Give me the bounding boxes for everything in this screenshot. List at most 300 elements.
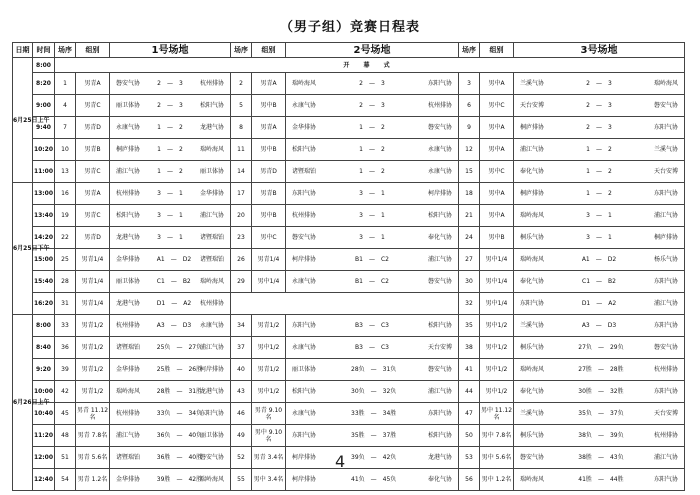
score-group [575, 454, 622, 461]
match-group: 男青C [76, 161, 110, 183]
score-dash: — [171, 300, 178, 307]
match-line [110, 278, 230, 285]
match-line [286, 80, 458, 87]
team-b: 东阳气协 [428, 80, 453, 87]
team-b: 永康气协 [199, 322, 224, 329]
score-left: 1 [359, 124, 363, 131]
match-line [514, 168, 684, 175]
schedule-row [13, 359, 685, 381]
match-group: 男青 1.2名 [76, 469, 110, 491]
time-cell: 15:40 [33, 271, 55, 293]
match-group: 男中1/2 [480, 337, 514, 359]
opening-row [13, 58, 685, 73]
match-group: 男中1/4 [252, 271, 286, 293]
time-cell: 9:20 [33, 359, 55, 381]
score-left: 1 [157, 168, 161, 175]
match-cell [110, 205, 231, 227]
match-cell [286, 139, 459, 161]
team-a: 桐乐气协 [520, 344, 545, 351]
match-cell [286, 315, 459, 337]
schedule-row [13, 117, 685, 139]
team-a: 柯岸排协 [292, 454, 317, 461]
score-right: A2 [183, 300, 192, 307]
match-cell [514, 73, 685, 95]
score-dash: — [597, 344, 604, 351]
team-b: 瑞岭海风 [199, 146, 224, 153]
time-cell: 9:40 [33, 117, 55, 139]
score-group [350, 344, 394, 351]
match-line [286, 432, 458, 439]
team-a: 金华排协 [116, 256, 141, 263]
header-venue-2: 2号场地 [286, 43, 459, 58]
schedule-row [13, 249, 685, 271]
match-seq: 52 [231, 447, 252, 469]
match-group: 男青A [76, 73, 110, 95]
team-a: 杭州排协 [116, 410, 141, 417]
match-group: 男青1/2 [76, 381, 110, 403]
team-b: 杭州排协 [199, 80, 224, 87]
time-cell: 14:20 [33, 227, 55, 249]
score-left: 1 [586, 190, 590, 197]
match-seq: 43 [231, 381, 252, 403]
score-dash: — [595, 256, 602, 263]
score-group [577, 190, 620, 197]
team-b: 磐安气协 [428, 124, 453, 131]
score-right: 1 [381, 234, 385, 241]
match-seq: 8 [231, 117, 252, 139]
time-cell: 13:00 [33, 183, 55, 205]
match-seq: 37 [231, 337, 252, 359]
score-left: 3 [586, 212, 590, 219]
team-b: 诸暨瑞铂 [199, 256, 224, 263]
score-right: D3 [182, 322, 192, 329]
match-group: 男中A [480, 73, 514, 95]
team-b: 浦江气协 [428, 256, 453, 263]
score-dash: — [597, 366, 604, 373]
schedule-row [13, 447, 685, 469]
match-group: 男中 11.12名 [480, 403, 514, 425]
score-group [350, 80, 394, 87]
score-group [577, 256, 620, 263]
team-a: 杭州排协 [116, 190, 141, 197]
match-group: 男中 5.6名 [480, 447, 514, 469]
schedule-body [13, 58, 685, 491]
team-a: 桐庐排协 [520, 190, 545, 197]
match-seq: 55 [231, 469, 252, 491]
score-group [348, 454, 396, 461]
score-group [154, 212, 186, 219]
score-right: 29负 [609, 344, 624, 351]
score-left: A1 [581, 256, 590, 263]
match-cell [514, 469, 685, 491]
match-group: 男中 7.8名 [480, 425, 514, 447]
score-left: 2 [157, 102, 161, 109]
match-cell [286, 117, 459, 139]
time-cell: 16:20 [33, 293, 55, 315]
score-group [577, 102, 620, 109]
match-line [514, 278, 684, 285]
team-b: 永康气协 [428, 146, 453, 153]
team-a: 瑞岭海风 [520, 476, 545, 483]
score-dash: — [596, 278, 603, 285]
score-dash: — [167, 124, 173, 131]
score-right: 3 [179, 102, 183, 109]
score-group [154, 476, 203, 483]
score-dash: — [596, 190, 602, 197]
score-left: 25负 [156, 344, 171, 351]
score-left: 2 [157, 80, 161, 87]
score-group [348, 366, 396, 373]
match-cell [286, 337, 459, 359]
schedule-row [13, 337, 685, 359]
score-group [575, 476, 622, 483]
score-left: 3 [157, 234, 161, 241]
score-dash: — [176, 388, 183, 395]
match-seq: 50 [459, 425, 480, 447]
score-left: C1 [582, 278, 591, 285]
match-cell [514, 183, 685, 205]
match-cell [286, 425, 459, 447]
time-cell: 11:20 [33, 425, 55, 447]
match-cell [514, 337, 685, 359]
schedule-row [13, 381, 685, 403]
score-left: 39负 [351, 454, 365, 461]
score-right: 3 [608, 124, 612, 131]
match-line [286, 388, 458, 395]
score-left: 36胜 [156, 454, 171, 461]
team-b: 东阳气协 [653, 476, 678, 483]
score-group [577, 322, 620, 329]
match-line [110, 234, 230, 241]
team-b: 杨乐气协 [653, 256, 678, 263]
match-seq: 34 [231, 315, 252, 337]
score-right: D2 [182, 256, 192, 263]
match-line [110, 256, 230, 263]
schedule-row [13, 161, 685, 183]
team-a: 诸暨瑞铂 [116, 344, 141, 351]
match-seq: 29 [231, 271, 252, 293]
match-cell [514, 271, 685, 293]
match-cell [110, 249, 231, 271]
score-dash: — [369, 124, 375, 131]
match-line [286, 476, 458, 483]
score-right: C3 [380, 344, 389, 351]
team-b: 磐安气协 [428, 278, 453, 285]
match-line [514, 124, 684, 131]
score-group [154, 300, 192, 307]
score-dash: — [368, 256, 375, 263]
match-cell [110, 381, 231, 403]
match-seq: 5 [231, 95, 252, 117]
score-group [348, 388, 396, 395]
match-line [286, 212, 458, 219]
score-group [154, 388, 203, 395]
team-b: 东阳气协 [653, 124, 678, 131]
score-left: 3 [157, 212, 161, 219]
score-left: 3 [359, 212, 363, 219]
match-cell [110, 95, 231, 117]
score-right: 43负 [609, 454, 624, 461]
score-right: 3 [608, 80, 612, 87]
score-group [575, 410, 622, 417]
match-line [110, 168, 230, 175]
team-b: 东阳气协 [653, 278, 678, 285]
match-cell [110, 117, 231, 139]
score-dash: — [597, 410, 604, 417]
team-a: 浦江气协 [520, 146, 545, 153]
match-seq: 24 [459, 227, 480, 249]
score-left: 38胜 [578, 454, 592, 461]
match-group: 男青A [76, 183, 110, 205]
match-group: 男中 1.2名 [480, 469, 514, 491]
score-group [348, 432, 396, 439]
time-cell: 12:40 [33, 469, 55, 491]
match-cell [286, 183, 459, 205]
team-b: 丽卫体协 [199, 168, 224, 175]
match-line [286, 410, 458, 417]
score-dash: — [167, 234, 173, 241]
schedule-row [13, 315, 685, 337]
team-a: 桐庐排协 [116, 146, 141, 153]
score-group [154, 146, 186, 153]
team-a: 磐安气协 [520, 454, 545, 461]
match-cell [286, 447, 459, 469]
score-right: 31负 [382, 366, 397, 373]
team-b: 松阳气协 [199, 102, 224, 109]
score-dash: — [370, 454, 377, 461]
score-group [350, 256, 394, 263]
schedule-row [13, 469, 685, 491]
score-left: D1 [156, 300, 166, 307]
header-seq: 场序 [55, 43, 76, 58]
score-dash: — [369, 212, 375, 219]
score-left: 3 [359, 234, 363, 241]
score-left: 30负 [351, 388, 365, 395]
score-right: 44胜 [609, 476, 624, 483]
score-dash: — [176, 344, 183, 351]
match-group: 男中1/4 [480, 293, 514, 315]
team-b: 瑞岭海风 [653, 80, 678, 87]
match-seq: 56 [459, 469, 480, 491]
match-group: 男青D [76, 117, 110, 139]
match-line [110, 366, 230, 373]
time-cell: 10:20 [33, 139, 55, 161]
team-a: 浦江气协 [116, 168, 141, 175]
match-seq: 15 [459, 161, 480, 183]
score-left: 33负 [156, 410, 171, 417]
score-right: 37胜 [382, 432, 397, 439]
match-line [286, 124, 458, 131]
team-b: 磐安气协 [653, 102, 678, 109]
match-cell [110, 469, 231, 491]
score-right: 1 [381, 190, 385, 197]
score-dash: — [369, 168, 375, 175]
team-b: 桐庐排协 [653, 234, 678, 241]
score-right: 1 [179, 190, 183, 197]
match-seq: 48 [55, 425, 76, 447]
team-a: 兰溪气协 [520, 80, 545, 87]
match-seq: 7 [55, 117, 76, 139]
score-group [577, 300, 620, 307]
header-row [13, 43, 685, 58]
score-left: 3 [359, 190, 363, 197]
score-right: B2 [182, 278, 191, 285]
team-b: 龙港气协 [199, 388, 224, 395]
match-seq: 40 [231, 359, 252, 381]
team-b: 天台安博 [428, 344, 453, 351]
team-a: 瑞岭海风 [116, 388, 141, 395]
score-group [350, 124, 394, 131]
match-group: 男青C [76, 95, 110, 117]
team-a: 桐乐气协 [520, 432, 545, 439]
team-a: 杭州排协 [116, 322, 141, 329]
match-seq: 14 [231, 161, 252, 183]
score-right: 2 [608, 146, 612, 153]
match-line [286, 168, 458, 175]
match-seq: 49 [231, 425, 252, 447]
score-dash: — [370, 366, 377, 373]
team-b: 奉化气协 [427, 476, 452, 483]
score-dash: — [596, 212, 602, 219]
team-b: 松阳气协 [428, 322, 453, 329]
match-cell [514, 293, 685, 315]
team-b: 浦江气协 [653, 212, 678, 219]
score-dash: — [370, 388, 377, 395]
score-left: 2 [586, 80, 590, 87]
match-seq: 39 [55, 359, 76, 381]
match-line [110, 190, 230, 197]
score-left: 27负 [578, 344, 592, 351]
match-seq: 51 [55, 447, 76, 469]
match-line [514, 454, 684, 461]
score-group [154, 102, 186, 109]
header-group: 组别 [76, 43, 110, 58]
team-b: 龙港气协 [427, 454, 452, 461]
score-right: 34胜 [382, 410, 397, 417]
team-a: 东阳气协 [520, 300, 545, 307]
score-right: 3 [179, 80, 183, 87]
team-b: 磐安气协 [199, 454, 224, 461]
match-cell [110, 315, 231, 337]
match-seq: 4 [55, 95, 76, 117]
match-group: 男青1/2 [252, 315, 286, 337]
match-group: 男青B [76, 139, 110, 161]
match-seq: 13 [55, 161, 76, 183]
score-left: 1 [359, 146, 363, 153]
score-group [577, 80, 620, 87]
score-right: 1 [381, 212, 385, 219]
match-seq: 23 [231, 227, 252, 249]
match-seq: 31 [55, 293, 76, 315]
team-a: 柯岸排协 [292, 256, 317, 263]
match-seq: 1 [55, 73, 76, 95]
team-a: 龙港气协 [116, 300, 141, 307]
score-left: C1 [156, 278, 165, 285]
score-left: 1 [586, 146, 590, 153]
score-right: 2 [381, 146, 385, 153]
score-dash: — [597, 432, 604, 439]
time-cell: 15:00 [33, 249, 55, 271]
match-line [286, 322, 458, 329]
score-left: B3 [355, 344, 363, 351]
match-line [110, 146, 230, 153]
time-cell: 8:40 [33, 337, 55, 359]
match-cell [286, 249, 459, 271]
match-cell [514, 117, 685, 139]
team-b: 杭州排协 [653, 366, 678, 373]
match-group: 男中1/2 [480, 315, 514, 337]
team-a: 桐乐气协 [520, 234, 545, 241]
header-seq: 场序 [459, 43, 480, 58]
score-right: 37负 [609, 410, 624, 417]
team-b: 浦江气协 [653, 300, 678, 307]
match-cell [110, 359, 231, 381]
match-cell [514, 359, 685, 381]
team-b: 龙港气协 [199, 124, 224, 131]
time-cell: 13:40 [33, 205, 55, 227]
score-right: 40负 [188, 432, 203, 439]
opening-ceremony: 开 幕 式 [55, 58, 685, 73]
score-right: 2 [179, 124, 183, 131]
team-a: 瑞岭海风 [520, 212, 545, 219]
score-right: 32胜 [609, 388, 624, 395]
team-a: 磐安气协 [116, 80, 141, 87]
team-b: 柯岸排协 [199, 366, 224, 373]
match-group: 男中A [480, 183, 514, 205]
match-cell [110, 139, 231, 161]
score-right: 42胜 [188, 476, 203, 483]
team-a: 天台安博 [520, 102, 545, 109]
team-a: 东阳气协 [292, 322, 317, 329]
match-group: 男中A [480, 139, 514, 161]
team-a: 永康气协 [292, 344, 317, 351]
match-cell [286, 73, 459, 95]
team-a: 奉化气协 [520, 388, 545, 395]
match-seq: 2 [231, 73, 252, 95]
score-group [350, 212, 394, 219]
score-left: D1 [581, 300, 591, 307]
match-line [286, 102, 458, 109]
match-seq: 41 [459, 359, 480, 381]
score-group [154, 344, 203, 351]
match-seq: 9 [459, 117, 480, 139]
match-seq: 17 [231, 183, 252, 205]
score-left: 28胜 [156, 388, 171, 395]
score-dash: — [176, 366, 183, 373]
team-b: 丽卫体协 [199, 432, 224, 439]
match-group: 男中1/2 [480, 381, 514, 403]
match-cell [514, 205, 685, 227]
score-left: 2 [359, 102, 363, 109]
match-cell [286, 161, 459, 183]
match-group: 男青C [76, 205, 110, 227]
score-left: A3 [581, 322, 590, 329]
match-cell [514, 447, 685, 469]
match-cell [110, 447, 231, 469]
team-a: 永康气协 [292, 410, 317, 417]
match-seq: 25 [55, 249, 76, 271]
match-group: 男青A [252, 117, 286, 139]
team-a: 金华排协 [292, 124, 317, 131]
schedule-table [12, 42, 685, 491]
score-dash: — [370, 432, 377, 439]
score-group [154, 234, 186, 241]
score-dash: — [369, 234, 375, 241]
time-cell: 10:00 [33, 381, 55, 403]
score-group [154, 168, 186, 175]
score-right: 3 [608, 102, 612, 109]
score-left: A1 [156, 256, 165, 263]
